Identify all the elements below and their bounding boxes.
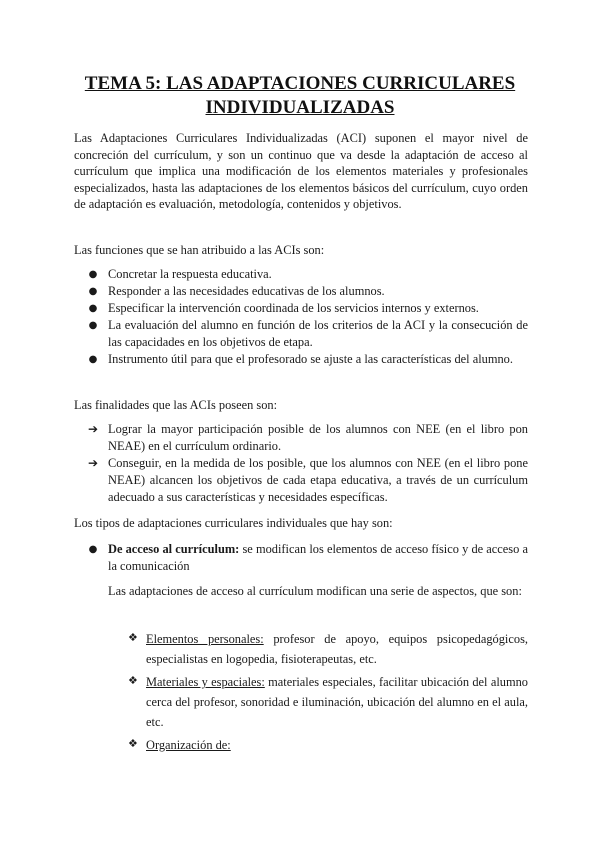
aspect-term: Elementos personales: — [146, 632, 264, 646]
tipos-heading: Los tipos de adaptaciones curriculares individuales que hay son: — [74, 516, 393, 530]
funciones-heading: Las funciones que se han atribuido a las ACIs son: — [74, 243, 325, 257]
arrow-right-icon: ➔ — [88, 422, 99, 436]
bullet-dot-icon: ● — [88, 544, 98, 555]
list-item: Concretar la respuesta educativa. — [108, 267, 272, 281]
acceso-term: De acceso al currículum: — [108, 542, 240, 556]
intro-paragraph: Las Adaptaciones Curriculares Individualizadas (ACI) suponen el mayor nivel de concreción del currículum, y son un continuo que va desde la adaptación de acceso al currículum que implica una modificación de los elementos materiales y profesionales especializados, hasta las adaptaciones de los elementos básicos del currículum, cuyo orden de adaptación es evaluación, metodología, contenidos y objetivos. — [74, 131, 528, 212]
list-item: Especificar la intervención coordinada de los servicios internos y externos. — [108, 301, 479, 315]
arrow-right-icon: ➔ — [88, 456, 99, 470]
list-item: La evaluación del alumno en función de los criterios de la ACI y la consecución de las capacidades en los objetivos de etapa. — [108, 318, 528, 349]
bullet-dot-icon: ● — [88, 303, 98, 314]
aspect-item — [146, 672, 528, 732]
aspect-text: profesor de apoyo, equipos psicopedagógicos, especialistas en logopedia, fisioterapeutas, etc. — [146, 632, 528, 666]
aspect-item — [146, 629, 528, 669]
list-item-acceso — [108, 541, 528, 575]
aspect-item — [146, 735, 528, 755]
list-item: Instrumento útil para que el profesorado se ajuste a las características del alumno. — [108, 352, 513, 366]
aspect-text: materiales especiales, facilitar ubicación del alumno cerca del profesor, sonoridad e iluminación, ubicación del alumno en el aula, etc. — [146, 675, 528, 729]
page-title: TEMA 5: LAS ADAPTACIONES CURRICULARES INDIVIDUALIZADAS — [84, 73, 516, 118]
bullet-dot-icon: ● — [88, 269, 98, 280]
diamond-bullet-icon: ❖ — [128, 737, 138, 750]
diamond-bullet-icon: ❖ — [128, 631, 138, 644]
finalidades-heading: Las finalidades que las ACIs poseen son: — [74, 398, 278, 412]
aspect-term: Materiales y espaciales: — [146, 675, 265, 689]
bullet-dot-icon: ● — [88, 320, 98, 331]
list-item: Lograr la mayor participación posible de los alumnos con NEE (en el libro pon NEAE) en el currículum ordinario. — [108, 422, 528, 453]
aspect-term: Organización de: — [146, 738, 231, 752]
bullet-dot-icon: ● — [88, 354, 98, 365]
diamond-bullet-icon: ❖ — [128, 674, 138, 687]
list-item: Conseguir, en la medida de los posible, que los alumnos con NEE (en el libro pone NEAE) alcancen los objetivos de cada etapa educativa, a través de un currículum adecuado a sus características y necesidades específicas. — [108, 456, 528, 504]
bullet-dot-icon: ● — [88, 286, 98, 297]
acceso-text: se modifican los elementos de acceso físico y de acceso a la comunicación — [108, 542, 528, 573]
acceso-subparagraph: Las adaptaciones de acceso al currículum modifican una serie de aspectos, que son: — [108, 584, 522, 598]
list-item: Responder a las necesidades educativas de los alumnos. — [108, 284, 385, 298]
